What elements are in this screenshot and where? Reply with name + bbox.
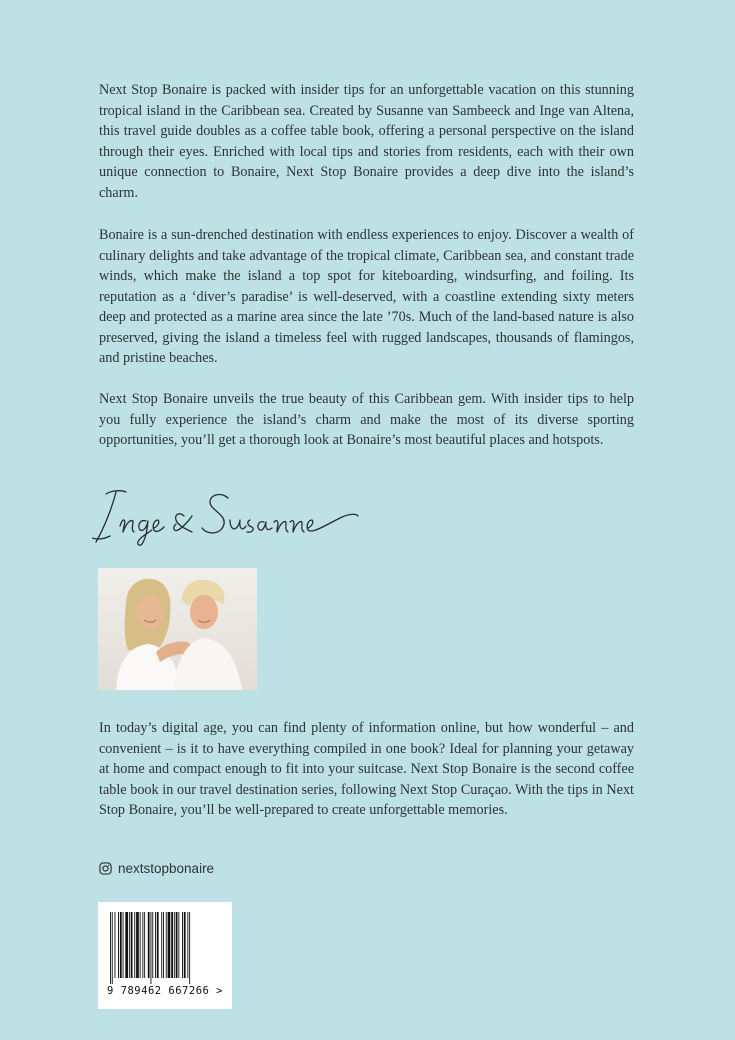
barcode-bar: [148, 912, 150, 978]
barcode-bars: [110, 912, 220, 984]
barcode-bar: [166, 912, 167, 978]
barcode-bar: [176, 912, 178, 978]
instagram-icon: [99, 862, 112, 875]
instagram-handle: nextstopbonaire: [118, 861, 215, 876]
barcode-bar: [157, 912, 159, 978]
barcode-bar: [151, 912, 152, 984]
barcode-bar: [161, 912, 162, 978]
authors-portrait-image: [98, 568, 257, 690]
isbn-number: 9 789462 667266 >: [107, 985, 223, 997]
highlights-paragraph: Next Stop Bonaire unveils the true beauty of this Caribbean gem. With insider tips to help you fully experience the island’s charm and make the most of its diverse sporting opportunities, you’ll get a thorough look at Bonaire’s most beautiful places and hotspots.: [99, 391, 634, 448]
barcode-bar: [110, 912, 111, 984]
barcode-bar: [115, 912, 116, 978]
barcode-bar: [134, 912, 135, 978]
barcode-bar: [152, 912, 153, 978]
destination-paragraph: Bonaire is a sun-drenched destination with endless experiences to enjoy. Discover a wealth of culinary delights and take advantage of the tropical climate, Caribbean sea, and constant trade winds, which make the island a top spot for kiteboarding, windsurfing, and foiling. Its reputation as a ‘diver’s paradise’ is well-deserved, with a coastline extending sixty meters deep and protected as a marine area since the late ’70s. Much of the land-based nature is also preserved, giving the island a timeless feel with rugged landscapes, thousands of flamingos, and pristine beaches.: [99, 227, 634, 366]
isbn-barcode: [98, 902, 232, 1009]
barcode-bar: [171, 912, 173, 978]
handwritten-signature: [92, 486, 362, 548]
barcode-bar: [189, 912, 190, 984]
barcode-bar: [168, 912, 171, 978]
closing-paragraph: In today’s digital age, you can find plenty of information online, but how wonderful – and convenient – is it to have everything compiled in one book? Ideal for planning your getaway at home and compact enough to fit into your suitcase. Next Stop Bonaire is the second coffee table book in our travel destination series, following Next Stop Curaçao. With the tips in Next Stop Bonaire, you’ll be well-prepared to create unforgettable memories.: [99, 720, 634, 818]
barcode-bar: [125, 912, 128, 978]
barcode-bar: [187, 912, 188, 978]
barcode-bar: [178, 912, 179, 978]
authors-photo: [98, 568, 257, 690]
barcode-bar: [144, 912, 145, 978]
intro-paragraph: Next Stop Bonaire is packed with insider tips for an unforgettable vacation on this stunning tropical island in the Caribbean sea. Created by Susanne van Sambeeck and Inge van Altena, this travel guide doubles as a coffee table book, offering a personal perspective on the island through their eyes. Enriched with local tips and stories from residents, each with their own unique connection to Bonaire, Next Stop Bonaire provides a deep dive into the island’s charm.: [99, 82, 634, 201]
barcode-bar: [129, 912, 130, 978]
barcode-bar: [112, 912, 113, 984]
barcode-bar: [120, 912, 122, 978]
barcode-bar: [140, 912, 141, 978]
barcode-bar: [163, 912, 164, 978]
barcode-bar: [118, 912, 119, 978]
barcode-bar: [155, 912, 156, 978]
barcode-bar: [136, 912, 139, 978]
barcode-bar: [142, 912, 143, 978]
social-handle: [99, 861, 214, 876]
barcode-bar: [182, 912, 183, 978]
barcode-bar: [174, 912, 175, 978]
barcode-bar: [123, 912, 124, 978]
barcode-bar: [184, 912, 186, 978]
barcode-bar: [131, 912, 133, 978]
